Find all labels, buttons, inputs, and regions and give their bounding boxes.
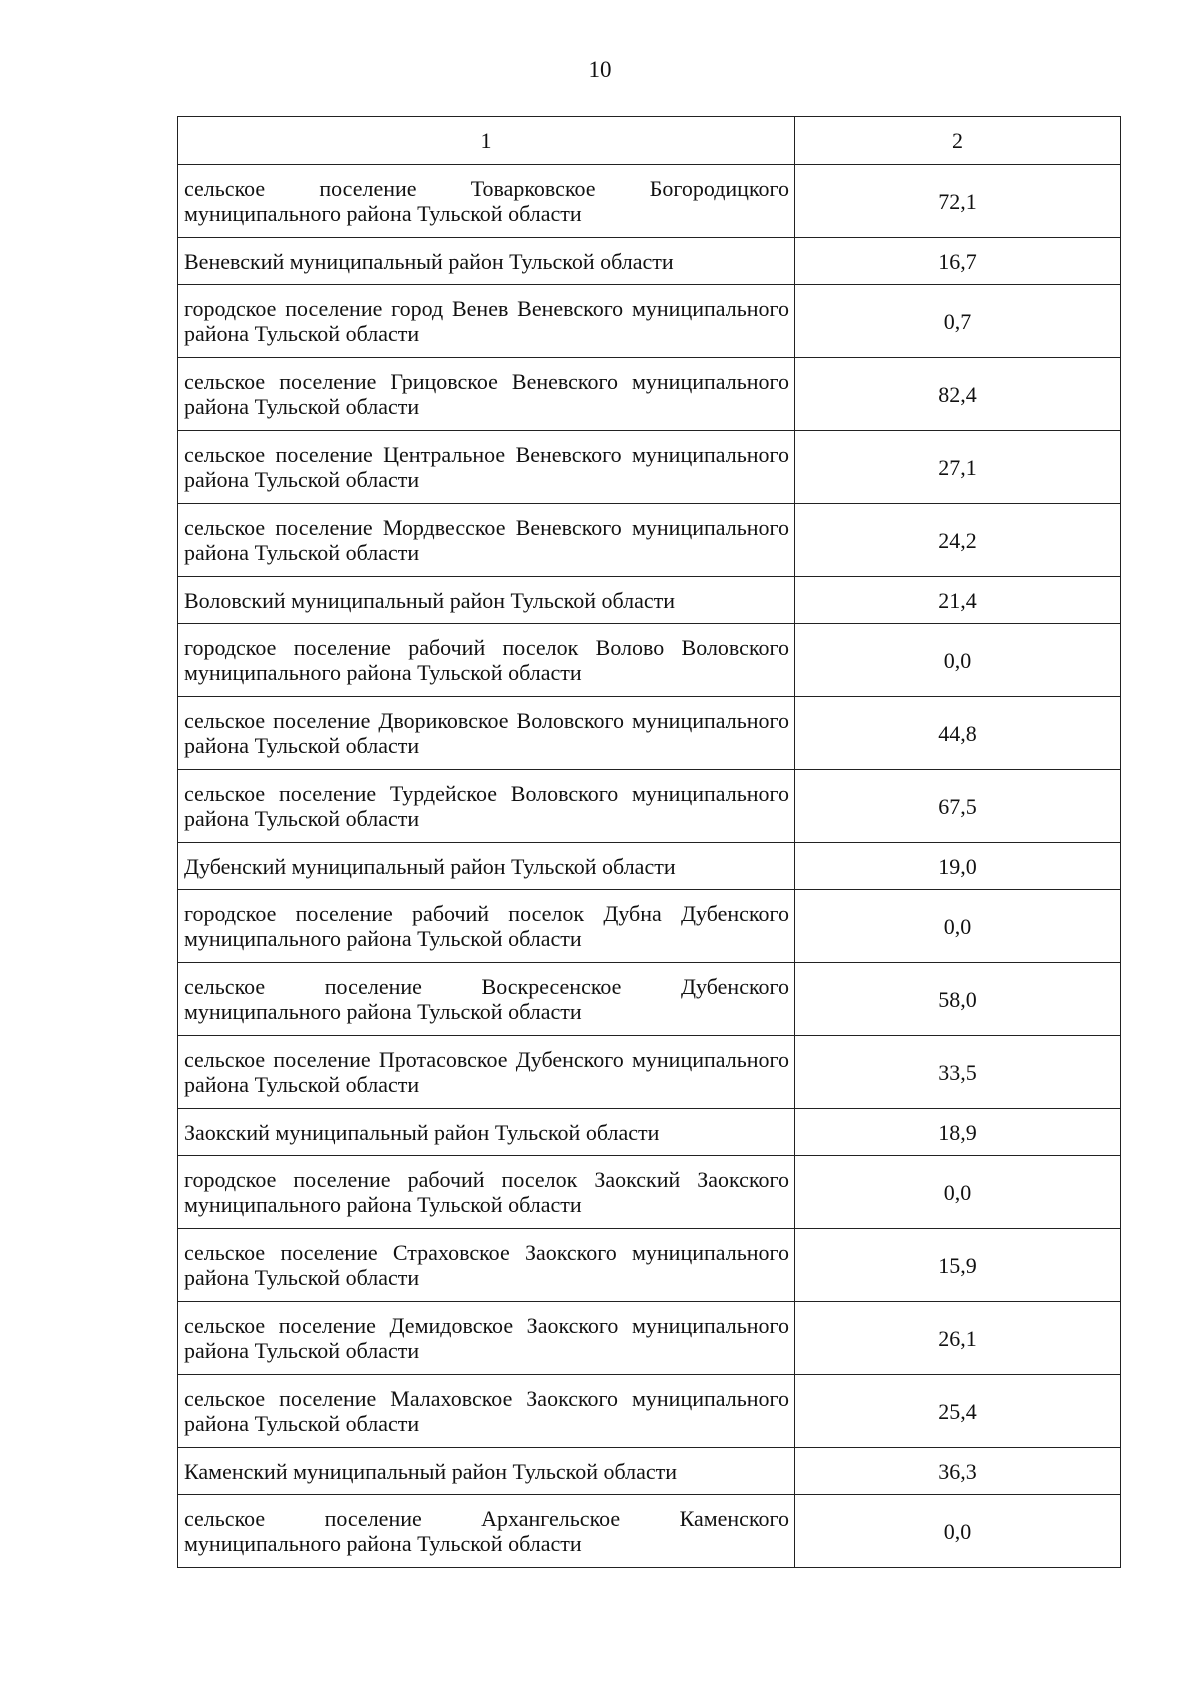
table-row [178, 1229, 1121, 1302]
row-value: 44,8 [795, 697, 1121, 770]
row-name: городское поселение рабочий поселок Заокский Заокского муниципального района Тульской области [178, 1156, 795, 1229]
row-value: 0,7 [795, 285, 1121, 358]
row-name: сельское поселение Демидовское Заокского муниципального района Тульской области [178, 1302, 795, 1375]
row-name: Веневский муниципальный район Тульской области [178, 238, 795, 285]
row-value: 36,3 [795, 1448, 1121, 1495]
row-name: сельское поселение Двориковское Воловского муниципального района Тульской области [178, 697, 795, 770]
row-name: сельское поселение Турдейское Воловского муниципального района Тульской области [178, 770, 795, 843]
data-table [177, 116, 1121, 1568]
table-row [178, 1375, 1121, 1448]
row-name: городское поселение город Венев Веневского муниципального района Тульской области [178, 285, 795, 358]
row-value: 72,1 [795, 165, 1121, 238]
row-name: сельское поселение Воскресенское Дубенского муниципального района Тульской области [178, 963, 795, 1036]
row-value: 15,9 [795, 1229, 1121, 1302]
table-row [178, 165, 1121, 238]
row-value: 19,0 [795, 843, 1121, 890]
row-value: 0,0 [795, 1156, 1121, 1229]
table-row [178, 431, 1121, 504]
table-row [178, 504, 1121, 577]
table-row [178, 577, 1121, 624]
table-row [178, 285, 1121, 358]
table-header-row [178, 117, 1121, 165]
table-row [178, 1156, 1121, 1229]
row-value: 82,4 [795, 358, 1121, 431]
row-name: Дубенский муниципальный район Тульской области [178, 843, 795, 890]
row-value: 24,2 [795, 504, 1121, 577]
table-row [178, 358, 1121, 431]
row-name: сельское поселение Архангельское Каменского муниципального района Тульской области [178, 1495, 795, 1568]
table-row [178, 697, 1121, 770]
table-row [178, 770, 1121, 843]
table-row [178, 1302, 1121, 1375]
table-row [178, 1495, 1121, 1568]
table-row [178, 624, 1121, 697]
row-value: 0,0 [795, 890, 1121, 963]
table-row [178, 238, 1121, 285]
row-value: 18,9 [795, 1109, 1121, 1156]
page-number: 10 [588, 57, 612, 82]
row-name: сельское поселение Грицовское Веневского муниципального района Тульской области [178, 358, 795, 431]
row-value: 27,1 [795, 431, 1121, 504]
row-name: сельское поселение Центральное Веневского муниципального района Тульской области [178, 431, 795, 504]
row-name: сельское поселение Страховское Заокского муниципального района Тульской области [178, 1229, 795, 1302]
row-value: 33,5 [795, 1036, 1121, 1109]
row-name: сельское поселение Протасовское Дубенского муниципального района Тульской области [178, 1036, 795, 1109]
row-value: 0,0 [795, 1495, 1121, 1568]
row-name: сельское поселение Малаховское Заокского муниципального района Тульской области [178, 1375, 795, 1448]
row-name: Заокский муниципальный район Тульской области [178, 1109, 795, 1156]
row-name: сельское поселение Мордвесское Веневского муниципального района Тульской области [178, 504, 795, 577]
row-name: сельское поселение Товарковское Богородицкого муниципального района Тульской области [178, 165, 795, 238]
row-name: Каменский муниципальный район Тульской области [178, 1448, 795, 1495]
table-row [178, 843, 1121, 890]
row-name: городское поселение рабочий поселок Волово Воловского муниципального района Тульской области [178, 624, 795, 697]
row-name: Воловский муниципальный район Тульской области [178, 577, 795, 624]
table-row [178, 963, 1121, 1036]
table-row [178, 1109, 1121, 1156]
row-value: 21,4 [795, 577, 1121, 624]
row-value: 58,0 [795, 963, 1121, 1036]
table-row [178, 890, 1121, 963]
row-value: 16,7 [795, 238, 1121, 285]
table-body [178, 117, 1121, 1568]
row-value: 0,0 [795, 624, 1121, 697]
row-value: 25,4 [795, 1375, 1121, 1448]
table-row [178, 1448, 1121, 1495]
table-row [178, 1036, 1121, 1109]
row-name: городское поселение рабочий поселок Дубна Дубенского муниципального района Тульской области [178, 890, 795, 963]
column-header-2: 2 [795, 117, 1121, 165]
row-value: 67,5 [795, 770, 1121, 843]
column-header-1: 1 [178, 117, 795, 165]
row-value: 26,1 [795, 1302, 1121, 1375]
